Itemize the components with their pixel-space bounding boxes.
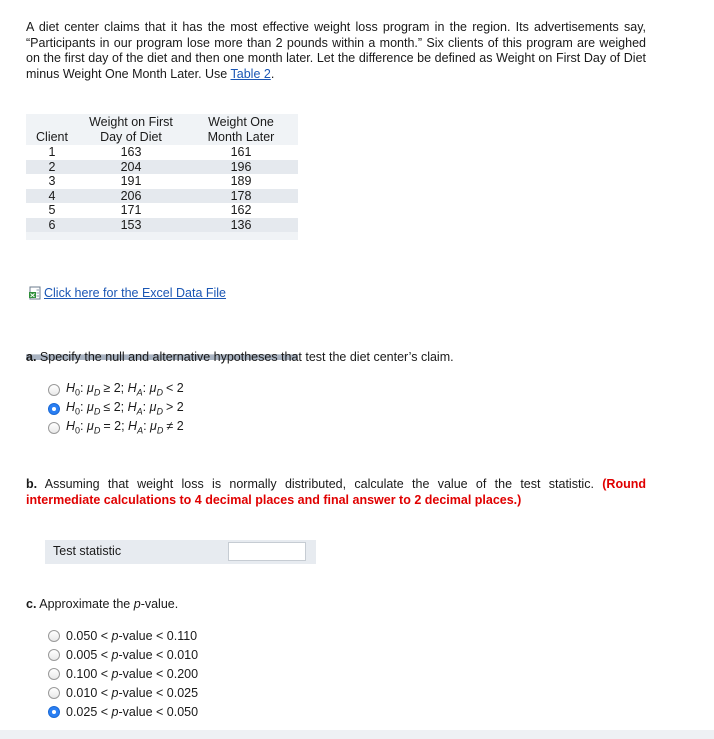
hypothesis-option[interactable] [48, 380, 184, 399]
part-a-prefix: a. [26, 350, 37, 364]
part-c-options [48, 626, 198, 721]
cell-client: 5 [26, 203, 78, 218]
radio-button[interactable] [48, 687, 60, 699]
p-value-high: 0.200 [166, 666, 199, 681]
table-row [26, 203, 298, 218]
h0-relation: ≥ 2 [103, 381, 121, 396]
radio-button[interactable] [48, 422, 60, 434]
ha-sub: A [137, 425, 144, 436]
cell-client: 6 [26, 218, 78, 233]
rounding-note: (Round intermediate calculations to 4 decimal places and final answer to 2 decimal places.) [26, 477, 646, 507]
page-bottom-bar [0, 730, 714, 739]
excel-data-link-row[interactable] [28, 286, 226, 300]
p-value-low: 0.005 [66, 647, 98, 662]
mu-sub: D [93, 425, 101, 436]
p-value-option[interactable] [48, 664, 198, 683]
part-a-question [26, 350, 454, 364]
radio-button[interactable] [48, 649, 60, 661]
p-value-low: 0.100 [66, 666, 98, 681]
test-statistic-row [45, 540, 316, 564]
hypothesis-label: $H_0$: $\mu_D \ge 2$; $H_A$: $\mu_D < 2$ [66, 381, 184, 398]
cell-weight-one-month: 196 [184, 160, 298, 175]
part-a-options [48, 380, 184, 437]
h0-symbol: H [66, 419, 76, 434]
p-value-label: 0.050 < p-value < 0.110 [66, 628, 198, 643]
mu-symbol: μ [149, 400, 157, 415]
p-value-option[interactable] [48, 683, 198, 702]
radio-button[interactable] [48, 630, 60, 642]
table-row [26, 160, 298, 175]
p-value-label: 0.025 < p-value < 0.050 [66, 704, 199, 719]
cell-weight-first-day: 191 [78, 174, 184, 189]
p-value-high: 0.025 [166, 685, 199, 700]
cell-client: 3 [26, 174, 78, 189]
h0-sub: 0 [75, 387, 81, 398]
cell-weight-first-day: 153 [78, 218, 184, 233]
cell-weight-one-month: 161 [184, 145, 298, 160]
h0-symbol: H [66, 400, 76, 415]
part-c-prefix: c. [26, 597, 37, 611]
h0-sub: 0 [75, 406, 81, 417]
p-value-high: 0.110 [166, 628, 198, 643]
mu-sub: D [156, 387, 163, 398]
mu-sub: D [93, 387, 101, 398]
test-statistic-label: Test statistic [53, 544, 122, 558]
header-weight-one-month: Weight One Month Later [207, 115, 275, 144]
part-c-p: p [133, 597, 141, 611]
radio-button[interactable] [48, 668, 60, 680]
p-value-label: 0.100 < p-value < 0.200 [66, 666, 199, 681]
cell-client: 2 [26, 160, 78, 175]
ha-relation: > 2 [165, 400, 184, 415]
table-2-link[interactable]: Table 2 [230, 66, 271, 81]
p-value-option[interactable] [48, 702, 198, 721]
cell-weight-one-month: 189 [184, 174, 298, 189]
excel-data-link[interactable]: Click here for the Excel Data File [44, 286, 227, 300]
p-value-low: 0.025 [66, 704, 98, 719]
hypothesis-option[interactable] [48, 399, 184, 418]
p-value-label: 0.005 < p-value < 0.010 [66, 647, 199, 662]
p-symbol: p [111, 666, 119, 681]
p-value-high: 0.050 [166, 704, 199, 719]
part-c-question [26, 597, 178, 611]
table-row [26, 218, 298, 233]
ha-relation: ≠ 2 [166, 419, 184, 434]
radio-button[interactable] [48, 706, 60, 718]
ha-sub: A [136, 387, 143, 398]
table-row [26, 189, 298, 204]
part-c-text: Approximate the [39, 597, 134, 611]
part-b-prefix: b. [26, 477, 38, 491]
p-value-option[interactable] [48, 626, 198, 645]
problem-end: . [270, 66, 275, 81]
h0-relation: = 2 [103, 419, 122, 434]
cell-weight-one-month: 162 [184, 203, 298, 218]
mu-symbol: μ [150, 419, 157, 434]
weight-data-table [26, 114, 298, 232]
mu-sub: D [93, 406, 101, 417]
hypothesis-label: $H_0$: $\mu_D \le 2$; $H_A$: $\mu_D > 2$ [66, 400, 184, 417]
mu-symbol: μ [87, 381, 94, 396]
h0-symbol: H [66, 381, 76, 396]
cell-weight-first-day: 171 [78, 203, 184, 218]
ha-sub: A [136, 406, 143, 417]
ha-symbol: H [127, 381, 137, 396]
excel-file-icon [28, 286, 42, 300]
mu-symbol: μ [149, 381, 157, 396]
cell-weight-first-day: 204 [78, 160, 184, 175]
radio-button[interactable] [48, 384, 60, 396]
ha-symbol: H [127, 400, 137, 415]
cell-weight-one-month: 178 [184, 189, 298, 204]
cell-weight-first-day: 163 [78, 145, 184, 160]
mu-symbol: μ [87, 419, 94, 434]
part-b-text: Assuming that weight loss is normally distributed, calculate the value of the test statistic. [44, 477, 594, 491]
mu-sub: D [156, 425, 164, 436]
p-value-low: 0.010 [66, 685, 98, 700]
p-value-option[interactable] [48, 645, 198, 664]
hypothesis-label: $H_0$: $\mu_D = 2$; $H_A$: $\mu_D \ne 2$ [66, 419, 184, 436]
cell-weight-one-month: 136 [184, 218, 298, 233]
p-symbol: p [111, 685, 119, 700]
p-symbol: p [111, 704, 119, 719]
p-value-high: 0.010 [166, 647, 199, 662]
table-row [26, 145, 298, 160]
h0-relation: ≤ 2 [103, 400, 121, 415]
problem-text: A diet center claims that it has the most effective weight loss program in the region. Its advertisements say, “Participants in our program lose more than 2 pounds within a month.” Six clients of this program are weighed on the first day of the diet and then one month later. Let the difference be defined as Weight on First Day of Diet minus Weight One Month Later. Use [26, 20, 646, 81]
mu-sub: D [156, 406, 163, 417]
cell-client: 1 [26, 145, 78, 160]
p-value-low: 0.050 [66, 628, 98, 643]
part-b-question [26, 477, 646, 508]
p-value-label: 0.010 < p-value < 0.025 [66, 685, 199, 700]
test-statistic-input[interactable] [228, 542, 306, 561]
mu-symbol: μ [87, 400, 94, 415]
part-a-text: Specify the null and alternative hypotheses that test the diet center’s claim. [39, 350, 454, 364]
header-weight-first-day: Weight on First Day of Diet [89, 115, 173, 144]
cell-client: 4 [26, 189, 78, 204]
p-symbol: p [111, 647, 119, 662]
problem-statement [26, 20, 646, 82]
h0-sub: 0 [75, 425, 81, 436]
p-symbol: p [111, 628, 119, 643]
table-body [26, 145, 298, 232]
ha-symbol: H [128, 419, 138, 434]
hypothesis-option[interactable] [48, 418, 184, 437]
cell-weight-first-day: 206 [78, 189, 184, 204]
header-client: Client [36, 129, 68, 144]
ha-relation: < 2 [165, 381, 184, 396]
radio-button[interactable] [48, 403, 60, 415]
part-c-text-end: -value. [140, 597, 179, 611]
table-row [26, 174, 298, 189]
